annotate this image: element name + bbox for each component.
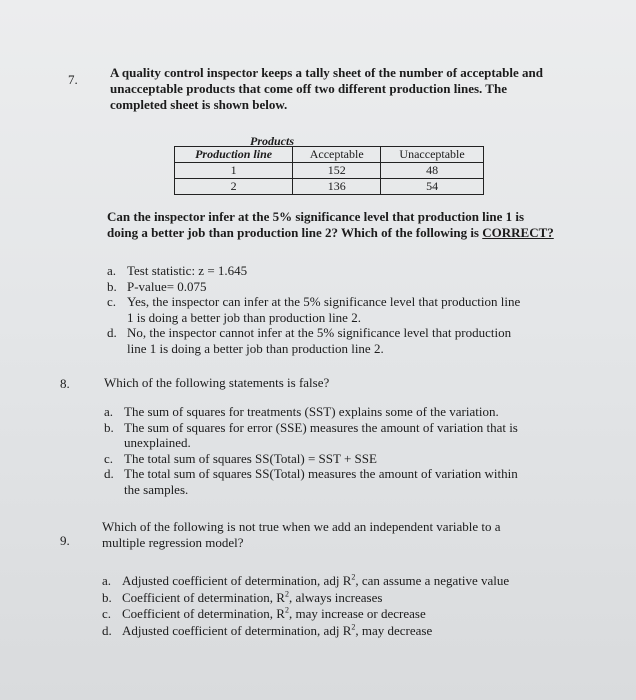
table-cell: 136 bbox=[293, 179, 381, 195]
table-cell: 48 bbox=[381, 163, 484, 179]
option-c[interactable]: c. The total sum of squares SS(Total) = SST + SSE bbox=[104, 450, 377, 466]
question-number: 8. bbox=[60, 376, 70, 391]
question-number: 7. bbox=[68, 72, 78, 87]
option-a[interactable]: a. The sum of squares for treatments (SST) explains some of the variation. bbox=[104, 404, 499, 419]
question-text: A quality control inspector keeps a tally sheet of the number of acceptable and unacceptable products that come off two different production lines. The completed sheet is shown below. bbox=[110, 65, 543, 112]
question-text: Which of the following statements is false? bbox=[104, 375, 330, 390]
option-a[interactable]: a. Adjusted coefficient of determination, adj $R^2$, can assume a negative value bbox=[102, 572, 510, 588]
table-cell: 1 bbox=[175, 163, 293, 179]
options-list bbox=[104, 404, 604, 497]
table-caption: Products bbox=[250, 134, 295, 148]
table-header-row bbox=[175, 147, 484, 163]
option-b[interactable]: b. The sum of squares for error (SSE) measures the amount of variation that is unexplained. bbox=[104, 419, 518, 450]
option-d[interactable]: d. The total sum of squares SS(Total) measures the amount of variation within the samples. bbox=[104, 466, 518, 497]
question-number: 9. bbox=[60, 533, 70, 548]
options-list bbox=[107, 263, 597, 356]
table-header-cell: Production line bbox=[175, 147, 293, 163]
products-table bbox=[174, 146, 484, 195]
question-text: Which of the following is not true when we add an independent variable to a multiple regression model? bbox=[102, 519, 501, 550]
question-prompt: Can the inspector infer at the 5% significance level that production line 1 is doing a better job than production line 2? Which of the following is CORRECT? bbox=[107, 209, 554, 240]
option-c[interactable]: c. Coefficient of determination, $R^2$, may increase or decrease bbox=[102, 605, 426, 621]
option-b[interactable]: b. P-value= 0.075 bbox=[107, 278, 207, 294]
table-row bbox=[175, 179, 484, 195]
option-a[interactable]: a. Test statistic: z = 1.645 bbox=[107, 263, 248, 278]
option-d[interactable]: d. Adjusted coefficient of determination, adj $R^2$, may decrease bbox=[102, 622, 433, 638]
table-header-cell: Acceptable bbox=[293, 147, 381, 163]
option-c[interactable]: c. Yes, the inspector can infer at the 5% significance level that production line 1 is doing a better job than production line 2. bbox=[107, 294, 521, 325]
options-list bbox=[102, 573, 602, 639]
table-header-cell: Unacceptable bbox=[381, 147, 484, 163]
option-d[interactable]: d. No, the inspector cannot infer at the 5% significance level that production line 1 is doing a better job than production line 2. bbox=[107, 325, 512, 356]
option-b[interactable]: b. Coefficient of determination, $R^2$, always increases bbox=[102, 589, 383, 605]
table-cell: 2 bbox=[175, 179, 293, 195]
table-cell: 152 bbox=[293, 163, 381, 179]
table-cell: 54 bbox=[381, 179, 484, 195]
table-row bbox=[175, 163, 484, 179]
